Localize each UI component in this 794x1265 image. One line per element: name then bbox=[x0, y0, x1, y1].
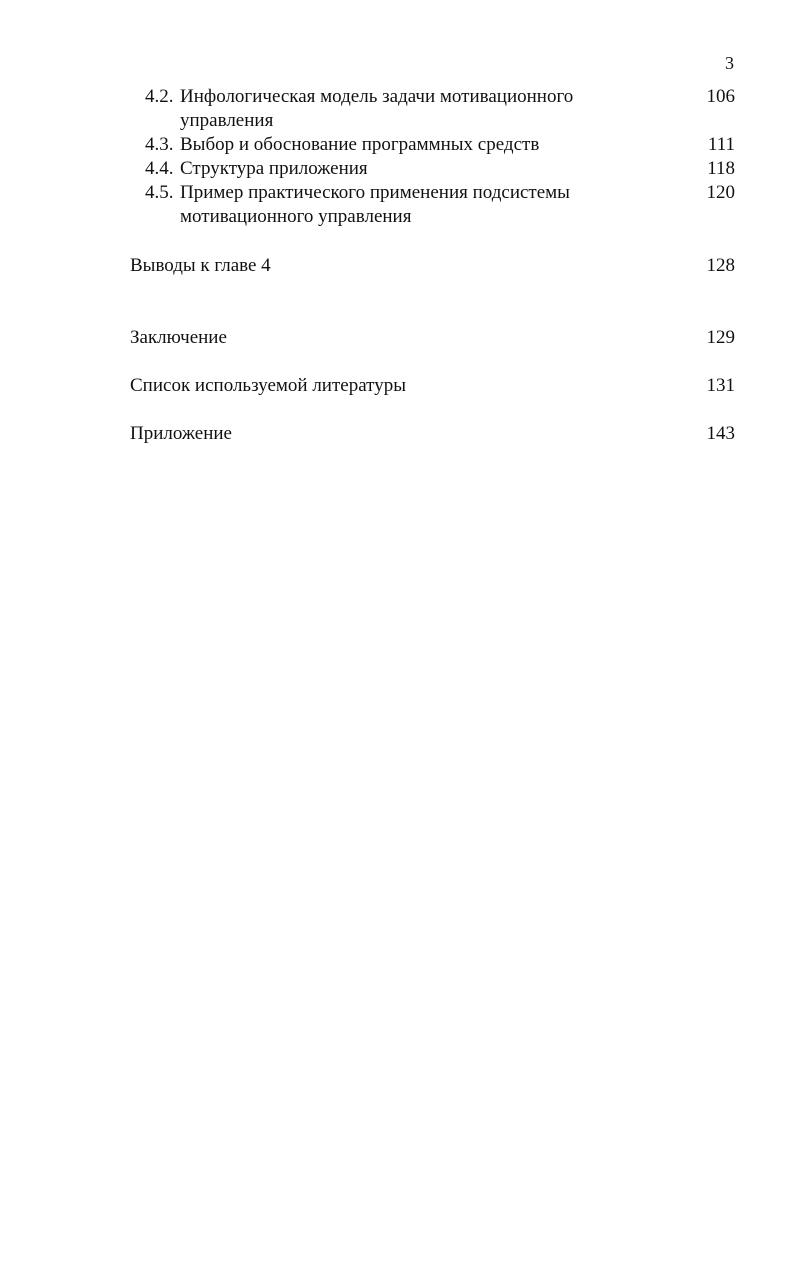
toc-entry-references bbox=[130, 374, 735, 398]
toc-entry-title: Выводы к главе 4 bbox=[130, 255, 271, 276]
toc-entry-title: Инфологическая модель задачи мотивационного управления bbox=[180, 86, 574, 131]
toc-entry-title: Структура приложения bbox=[180, 158, 368, 179]
toc-entry-number: 4.3. bbox=[145, 134, 174, 155]
toc-entry-page: 143 bbox=[706, 423, 735, 444]
toc-entry-number: 4.5. bbox=[145, 182, 174, 203]
toc-entry-conclusion bbox=[130, 326, 735, 350]
toc-entry-title: Выбор и обоснование программных средств bbox=[180, 134, 540, 155]
page-number: 3 bbox=[725, 53, 734, 73]
toc-entry-conclusions-ch4 bbox=[130, 254, 735, 278]
toc-entry-page: 128 bbox=[706, 255, 735, 276]
toc-entry-4-5 bbox=[145, 181, 735, 229]
toc-entry-title: Приложение bbox=[130, 423, 232, 444]
toc-entry-number: 4.2. bbox=[145, 86, 174, 107]
toc-entry-title: Пример практического применения подсистемы мотивационного управления bbox=[180, 182, 570, 227]
toc-entry-page: 120 bbox=[706, 182, 735, 203]
toc-entry-page: 131 bbox=[706, 375, 735, 396]
toc-entry-4-2 bbox=[145, 85, 735, 133]
toc-entry-4-4 bbox=[145, 157, 735, 181]
toc-entry-4-3 bbox=[145, 133, 735, 157]
toc-entry-number: 4.4. bbox=[145, 158, 174, 179]
toc-entry-title: Заключение bbox=[130, 327, 227, 348]
toc-entry-page: 111 bbox=[707, 134, 735, 155]
toc-entry-appendix bbox=[130, 422, 735, 446]
toc-entry-page: 106 bbox=[706, 86, 735, 107]
toc-entry-page: 118 bbox=[707, 158, 735, 179]
toc-entry-title: Список используемой литературы bbox=[130, 375, 406, 396]
toc-entry-page: 129 bbox=[706, 327, 735, 348]
